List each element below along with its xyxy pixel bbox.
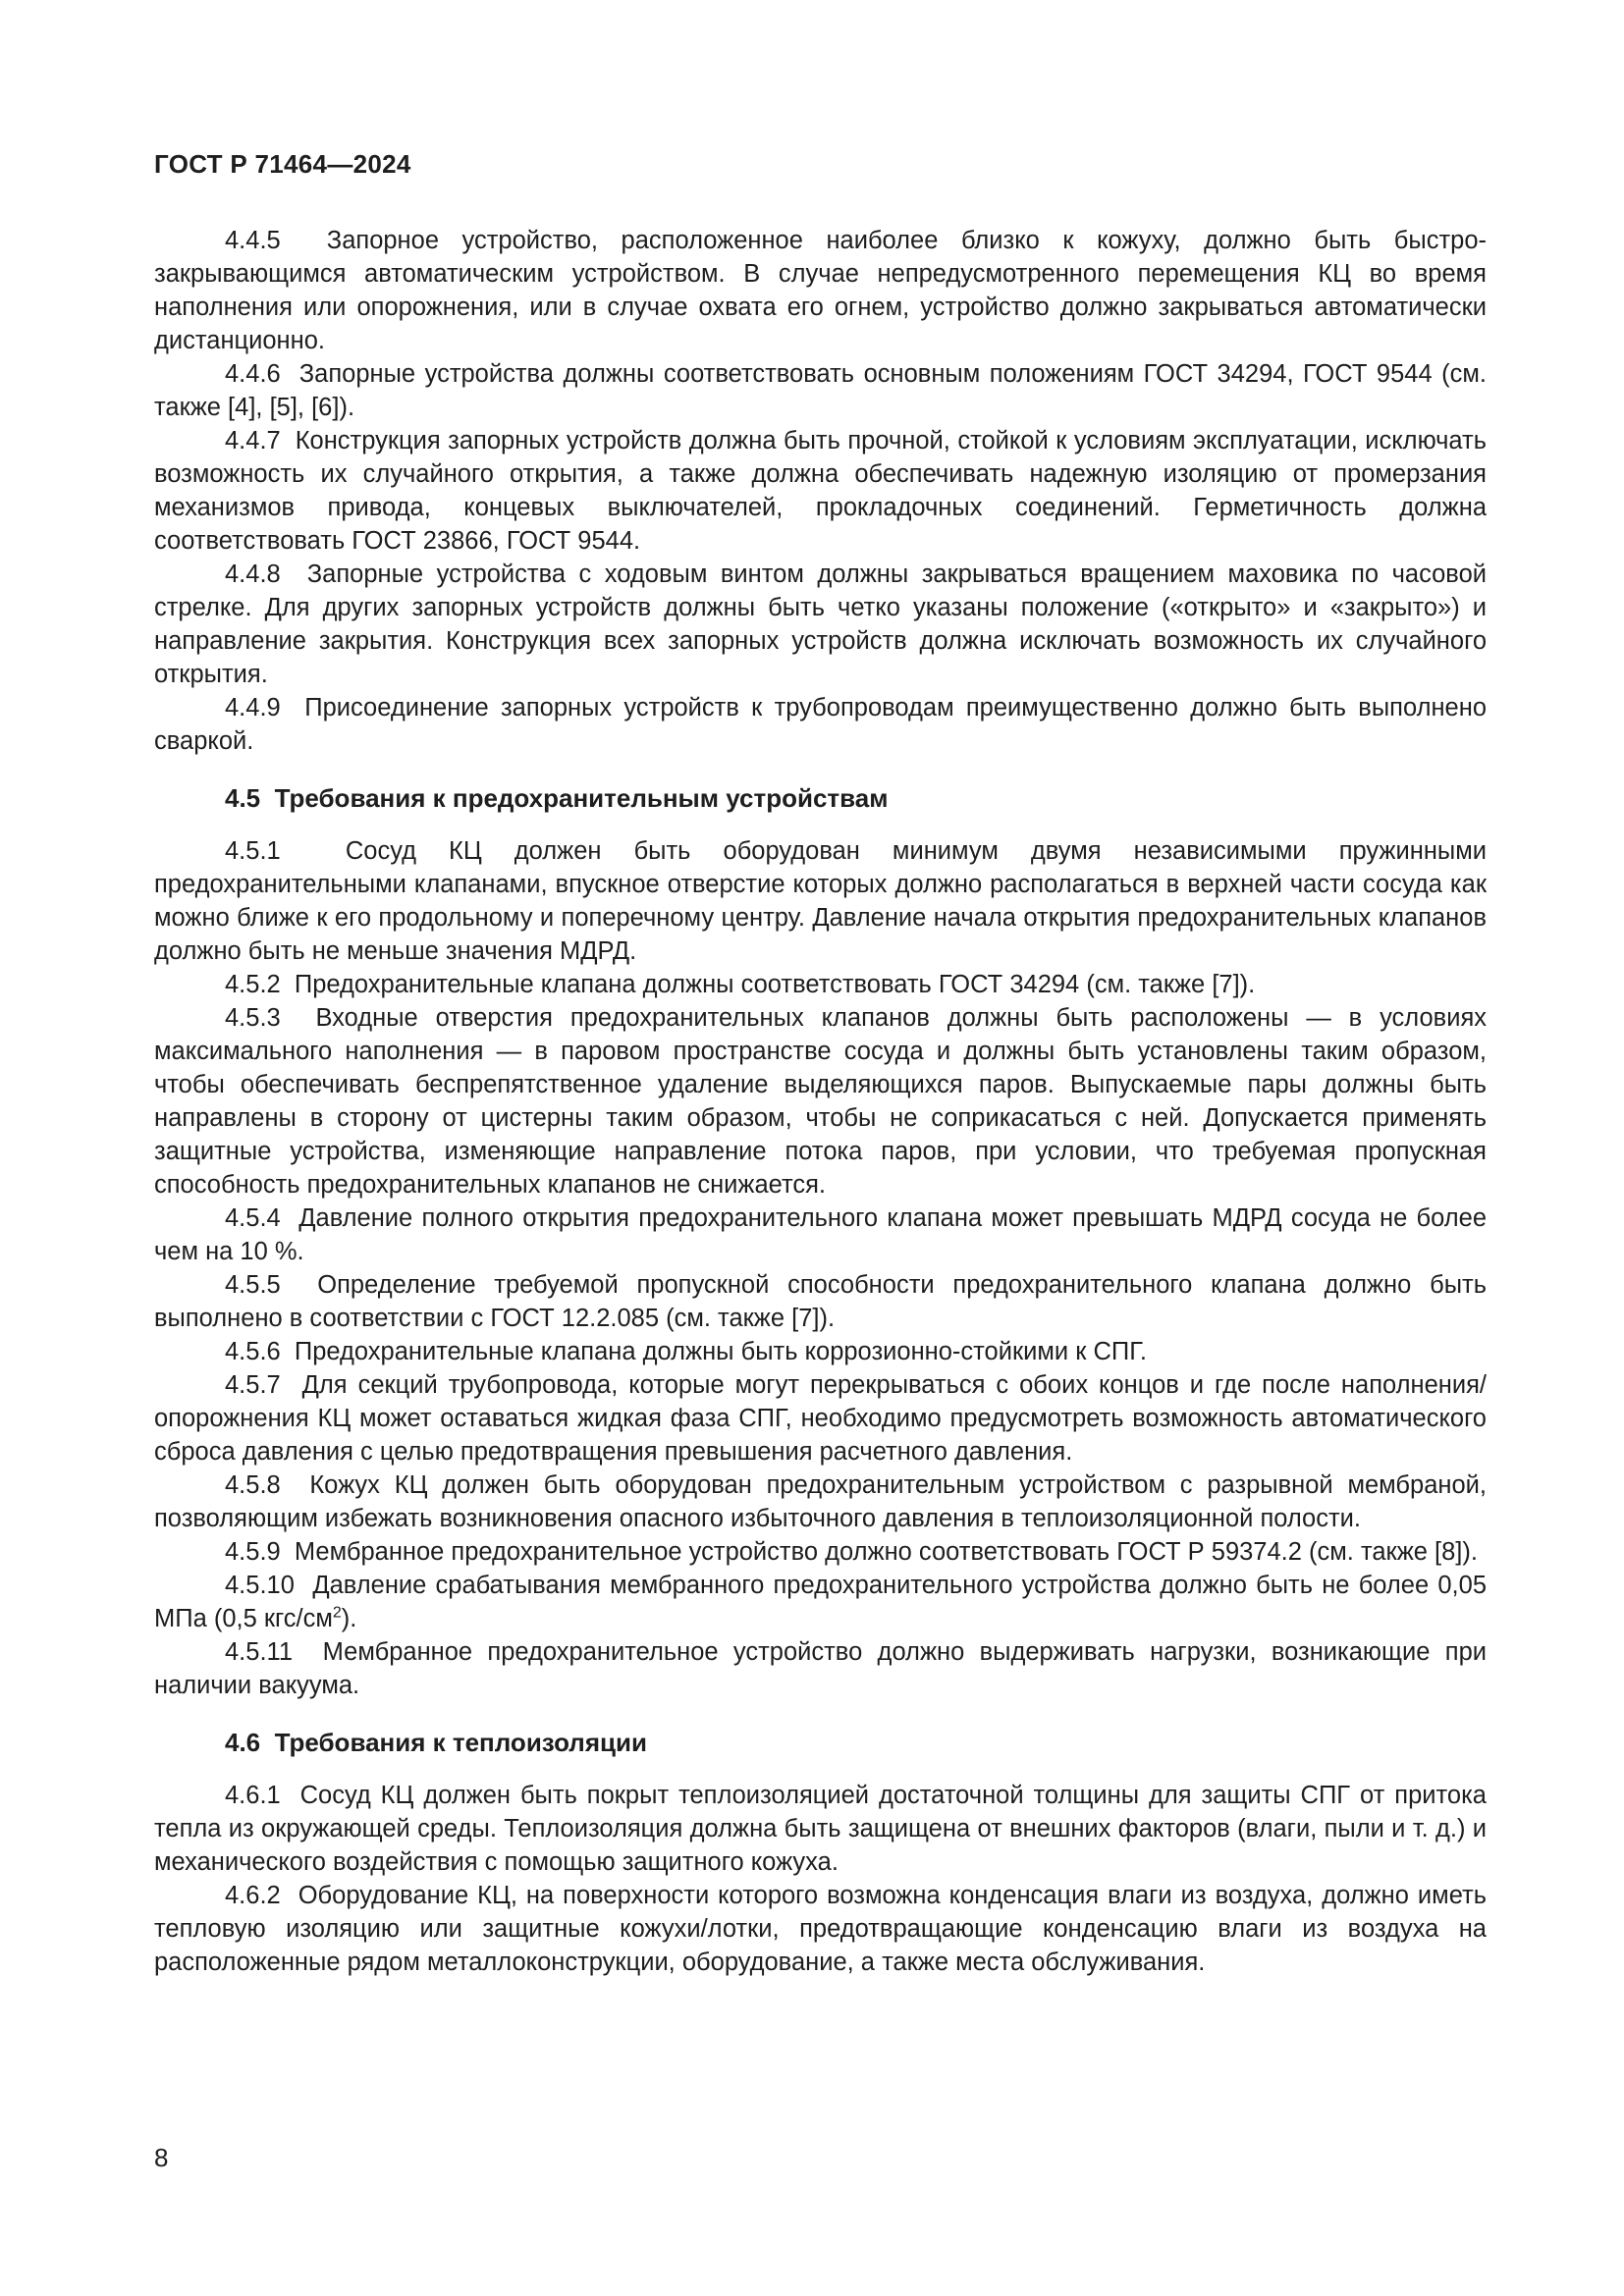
paragraph: [154, 1879, 1487, 1979]
clause-number: 4.5.10: [225, 1572, 295, 1599]
clause-number: 4.5.9: [225, 1538, 281, 1566]
clause-text: Давление полного открытия предохранительного клапана может превышать МДРД сосуда не более чем на 10 %.: [154, 1204, 1488, 1265]
clause-number: 4.4.7: [225, 427, 281, 454]
clause-number: 4.6.2: [225, 1882, 281, 1909]
page-number: 8: [154, 2143, 169, 2172]
clause-text: Для секций трубопровода, которые могут перекрываться с обоих концов и где после наполнения/опорожнения КЦ может оставаться жидкая фаза СПГ, необходимо предусмотреть возможность автоматического сброса давления с целью предотвращения превышения расчетного давления.: [154, 1371, 1487, 1466]
clause-number: 4.5.8: [225, 1471, 281, 1499]
clause-text: Запорные устройства должны соответствовать основным положениям ГОСТ 34294, ГОСТ 9544 (см. также [4], [5], [6]).: [154, 360, 1488, 421]
paragraph: [154, 1268, 1487, 1335]
clause-text: Определение требуемой пропускной способности предохранительного клапана должно быть выполнено в соответствии с ГОСТ 12.2.085 (см. также [7]).: [154, 1271, 1487, 1332]
paragraph: [154, 1335, 1487, 1368]
paragraph: [154, 424, 1487, 558]
clause-number: 4.5.6: [225, 1338, 281, 1365]
clause-text: Давление срабатывания мембранного предохранительного устройства должно быть не более 0,05 МПа (0,5 кгс/см: [154, 1572, 1488, 1632]
paragraph: [154, 1779, 1487, 1879]
clause-number: 4.5.4: [225, 1204, 281, 1232]
paragraph: [154, 1468, 1487, 1535]
clause-number: 4.5.11: [225, 1638, 294, 1666]
section-number: 4.5: [225, 783, 261, 813]
clause-text: Предохранительные клапана должны соответствовать ГОСТ 34294 (см. также [7]).: [294, 971, 1256, 998]
clause-text: Мембранное предохранительное устройство должно соответствовать ГОСТ Р 59374.2 (см. также [8]).: [294, 1538, 1478, 1566]
clause-text: Мембранное предохранительное устройство должно выдерживать нагрузки, возникающие при наличии вакуума.: [154, 1638, 1487, 1699]
paragraph: [154, 691, 1487, 758]
document-body: [154, 224, 1487, 1979]
paragraph: [154, 357, 1487, 424]
clause-number: 4.5.2: [225, 971, 281, 998]
section-number: 4.6: [225, 1728, 261, 1757]
clause-number: 4.5.1: [225, 837, 281, 865]
section-title: Требования к теплоизоляции: [274, 1728, 647, 1757]
clause-text: Присоединение запорных устройств к трубопроводам преимущественно должно быть выполнено сваркой.: [154, 694, 1488, 755]
superscript: 2: [332, 1604, 342, 1622]
clause-text: Запорные устройства с ходовым винтом должны закрываться вращением маховика по часовой стрелке. Для других запорных устройств должны быть четко указаны положение («открыто» и «закрыто») и направление закрытия. Конструкция всех запорных устройств должна исключать возможность их случайного открытия.: [154, 561, 1487, 688]
clause-number: 4.5.7: [225, 1371, 281, 1399]
section-heading: [154, 1726, 1487, 1759]
clause-number: 4.6.1: [225, 1782, 281, 1809]
paragraph: [154, 1001, 1487, 1201]
clause-text: Предохранительные клапана должны быть коррозионно-стойкими к СПГ.: [294, 1338, 1147, 1365]
paragraph: [154, 1535, 1487, 1569]
paragraph: [154, 1368, 1487, 1468]
clause-number: 4.4.9: [225, 694, 281, 721]
clause-number: 4.5.3: [225, 1004, 281, 1032]
clause-number: 4.5.5: [225, 1271, 281, 1299]
paragraph: [154, 1201, 1487, 1268]
clause-text: Конструкция запорных устройств должна быть прочной, стойкой к условиям эксплуатации, исключать возможность их случайного открытия, а также должна обеспечивать надежную изоляцию от промерзания механизмов привода, концевых выключателей, прокладочных соединений. Герметичность должна соответствовать ГОСТ 23866, ГОСТ 9544.: [154, 427, 1488, 555]
document-header: ГОСТ Р 71464—2024: [154, 149, 411, 179]
clause-text: Сосуд КЦ должен быть покрыт теплоизоляцией достаточной толщины для защиты СПГ от притока тепла из окружающей среды. Теплоизоляция должна быть защищена от внешних факторов (влаги, пыли и т. д.) и механического воздействия с помощью защитного кожуха.: [154, 1782, 1487, 1876]
paragraph: [154, 224, 1487, 357]
clause-text: Кожух КЦ должен быть оборудован предохранительным устройством с разрывной мембраной, позволяющим избежать возникновения опасного избыточного давления в теплоизоляционной полости.: [154, 1471, 1487, 1532]
clause-number: 4.4.5: [225, 227, 281, 254]
clause-text: Запорное устройство, расположенное наиболее близко к кожуху, должно быть быстро-закрывающимся автоматическим устройством. В случае непредусмотренного перемещения КЦ во время наполнения или опорожнения, или в случае охвата его огнем, устройство должно закрываться автоматически дистанционно.: [154, 227, 1487, 354]
paragraph: [154, 1635, 1487, 1702]
clause-number: 4.4.6: [225, 360, 281, 388]
clause-text: Сосуд КЦ должен быть оборудован минимум двумя независимыми пружинными предохранительными клапанами, впускное отверстие которых должно располагаться в верхней части сосуда как можно ближе к его продольному и поперечному центру. Давление начала открытия предохранительных клапанов должно быть не меньше значения МДРД.: [154, 837, 1488, 965]
clause-text: Входные отверстия предохранительных клапанов должны быть расположены — в условиях максимального наполнения — в паровом пространстве сосуда и должны быть установлены таким образом, чтобы обеспечивать беспрепятственное удаление выделяющихся паров. Выпускаемые пары должны быть направлены в сторону от цистерны таким образом, чтобы не соприкасаться с ней. Допускается применять защитные устройства, изменяющие направление потока паров, при условии, что требуемая пропускная способность предохранительных клапанов не снижается.: [154, 1004, 1487, 1199]
section-title: Требования к предохранительным устройствам: [274, 783, 889, 813]
paragraph: [154, 834, 1487, 968]
clause-text-tail: ).: [341, 1605, 357, 1632]
paragraph: [154, 558, 1487, 691]
clause-text: Оборудование КЦ, на поверхности которого возможна конденсация влаги из воздуха, должно иметь тепловую изоляцию или защитные кожухи/лотки, предотвращающие конденсацию влаги из воздуха на расположенные рядом металлоконструкции, оборудование, а также места обслуживания.: [154, 1882, 1487, 1976]
document-page: [154, 147, 1487, 1979]
clause-number: 4.4.8: [225, 561, 281, 588]
section-heading: [154, 781, 1487, 815]
paragraph: [154, 968, 1487, 1001]
paragraph: [154, 1569, 1487, 1635]
